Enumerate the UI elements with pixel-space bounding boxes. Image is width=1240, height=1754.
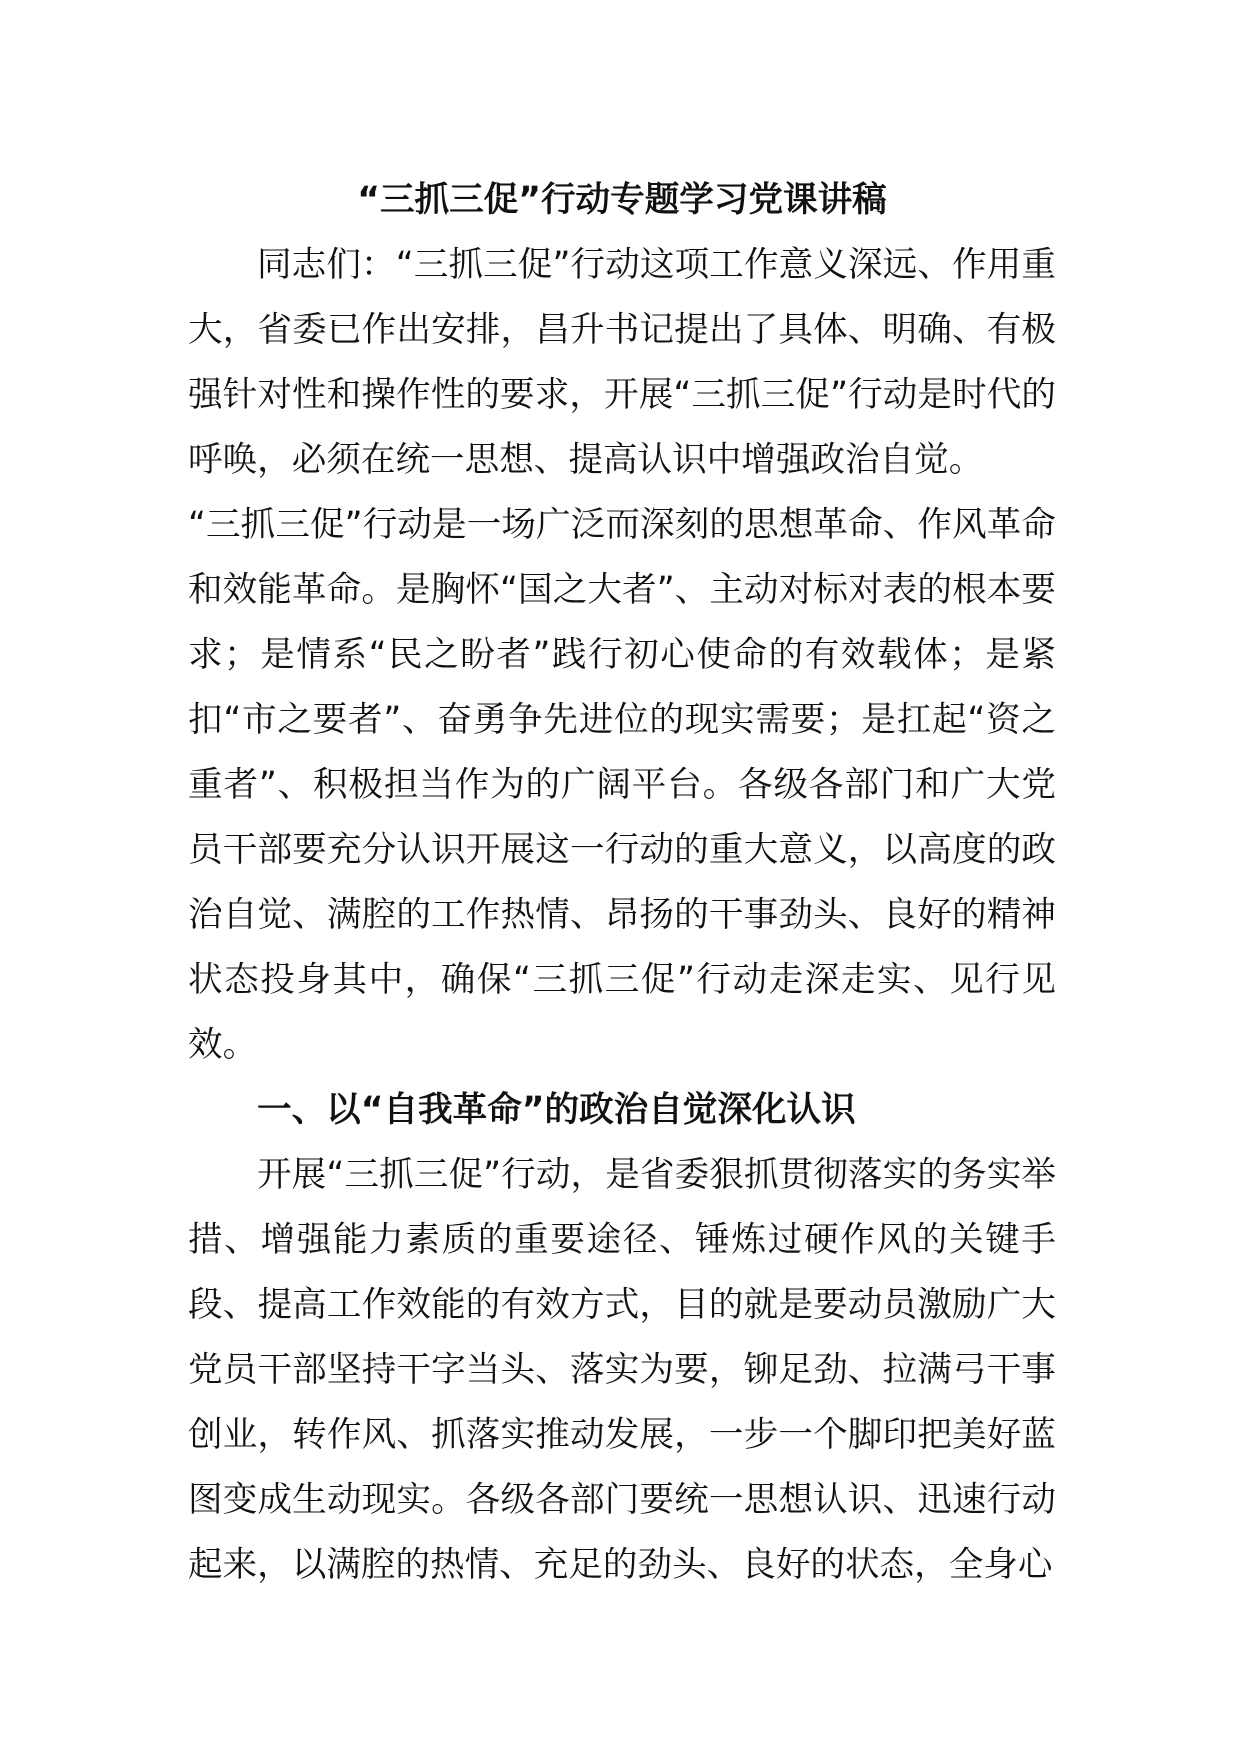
- paragraph-significance: “三抓三促”行动是一场广泛而深刻的思想革命、作风革命和效能革命。是胸怀“国之大者”、主动对标对表的根本要求；是情系“民之盼者”践行初心使命的有效载体；是紧扣“市之要者”、奋勇争先进位的现实需要；是扛起“资之重者”、积极担当作为的广阔平台。各级各部门和广大党员干部要充分认识开展这一行动的重大意义，以高度的政治自觉、满腔的工作热情、昂扬的干事劲头、良好的精神状态投身其中，确保“三抓三促”行动走深走实、见行见效。: [188, 505, 1056, 1065]
- paragraph-section-1: 开展“三抓三促”行动，是省委狠抓贯彻落实的务实举措、增强能力素质的重要途径、锤炼过硬作风的关键手段、提高工作效能的有效方式，目的就是要动员激励广大党员干部坚持干字当头、落实为要，铆足劲、拉满弓干事创业，转作风、抓落实推动发展，一步一个脚印把美好蓝图变成生动现实。各级各部门要统一思想认识、迅速行动起来，以满腔的热情、充足的劲头、良好的状态，全身心: [188, 1155, 1056, 1585]
- section-heading-1: 一、以“自我革命”的政治自觉深化认识: [257, 1090, 856, 1130]
- document-page: [188, 168, 1056, 1598]
- paragraph-intro: 同志们：“三抓三促”行动这项工作意义深远、作用重大，省委已作出安排，昌升书记提出了具体、明确、有极强针对性和操作性的要求，开展“三抓三促”行动是时代的呼唤，必须在统一思想、提高认识中增强政治自觉。: [188, 245, 1056, 480]
- document-title: “三抓三促”行动专题学习党课讲稿: [357, 180, 887, 220]
